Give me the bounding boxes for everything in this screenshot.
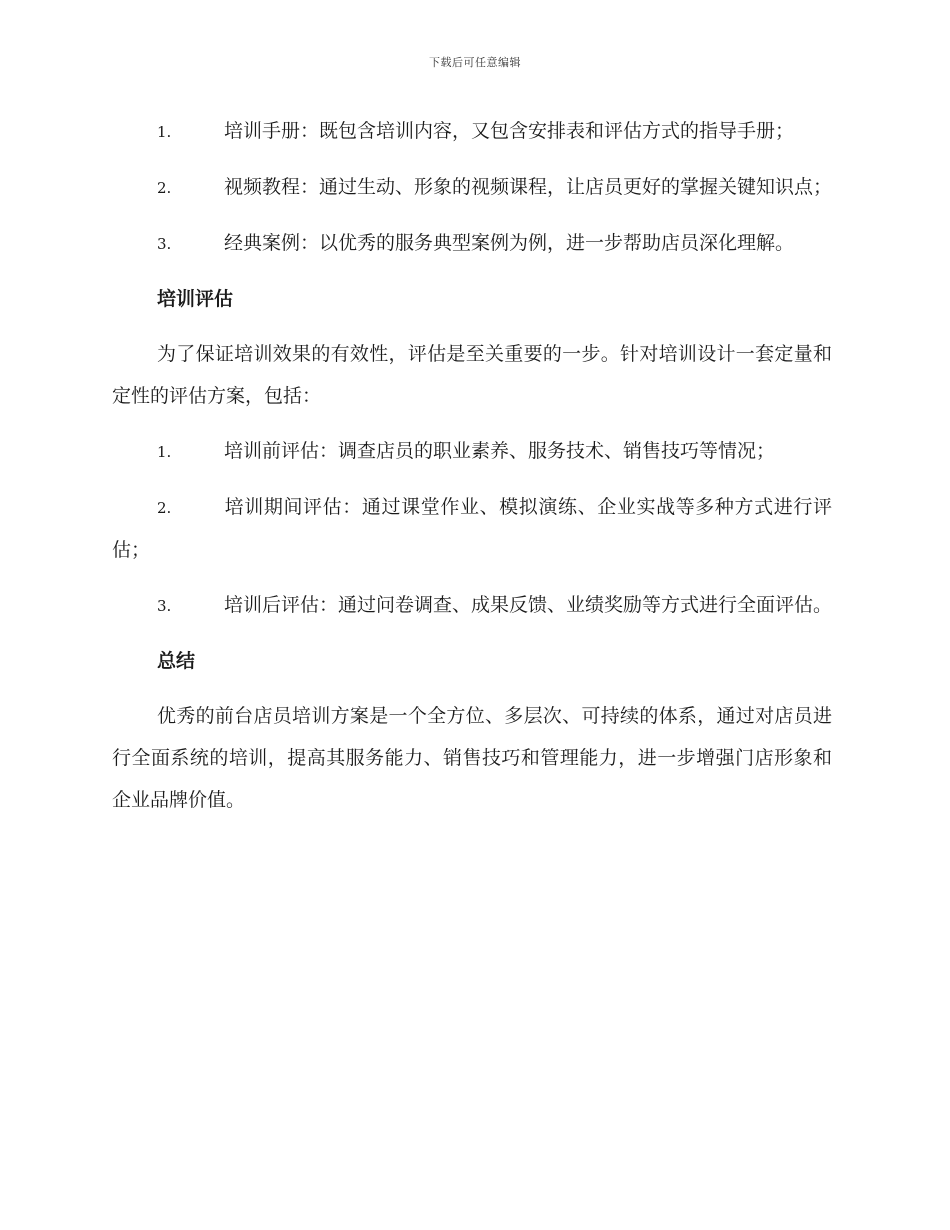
list-number: 2. <box>157 499 172 517</box>
list-text: 培训期间评估：通过课堂作业、模拟演练、企业实战等多种方式进行评估； <box>112 496 832 561</box>
section-heading-summary: 总结 <box>157 650 196 672</box>
list-number: 1. <box>157 443 172 461</box>
list-item <box>112 110 832 153</box>
list-text: 培训前评估：调查店员的职业素养、服务技术、销售技巧等情况； <box>224 440 776 462</box>
list-text: 培训手册：既包含培训内容，又包含安排表和评估方式的指导手册； <box>224 120 795 142</box>
list-item <box>112 166 832 209</box>
list-number: 1. <box>157 123 172 141</box>
list-item <box>112 486 832 571</box>
page-header: 下载后可任意编辑 <box>429 56 521 69</box>
summary-paragraph: 优秀的前台店员培训方案是一个全方位、多层次、可持续的体系，通过对店员进行全面系统的培训，提高其服务能力、销售技巧和管理能力，进一步增强门店形象和企业品牌价值。 <box>112 705 832 811</box>
list-item <box>112 430 832 473</box>
list-text: 培训后评估：通过问卷调查、成果反馈、业绩奖励等方式进行全面评估。 <box>224 594 833 616</box>
list-number: 3. <box>157 597 172 615</box>
section-heading-evaluation: 培训评估 <box>157 288 234 310</box>
evaluation-intro-paragraph: 为了保证培训效果的有效性，评估是至关重要的一步。针对培训设计一套定量和定性的评估方案，包括： <box>112 343 832 407</box>
list-item <box>112 584 832 627</box>
list-number: 2. <box>157 179 172 197</box>
list-number: 3. <box>157 235 172 253</box>
document-body <box>112 110 832 834</box>
list-item <box>112 222 832 265</box>
list-text: 经典案例：以优秀的服务典型案例为例，进一步帮助店员深化理解。 <box>224 232 795 254</box>
list-text: 视频教程：通过生动、形象的视频课程，让店员更好的掌握关键知识点； <box>224 176 833 198</box>
